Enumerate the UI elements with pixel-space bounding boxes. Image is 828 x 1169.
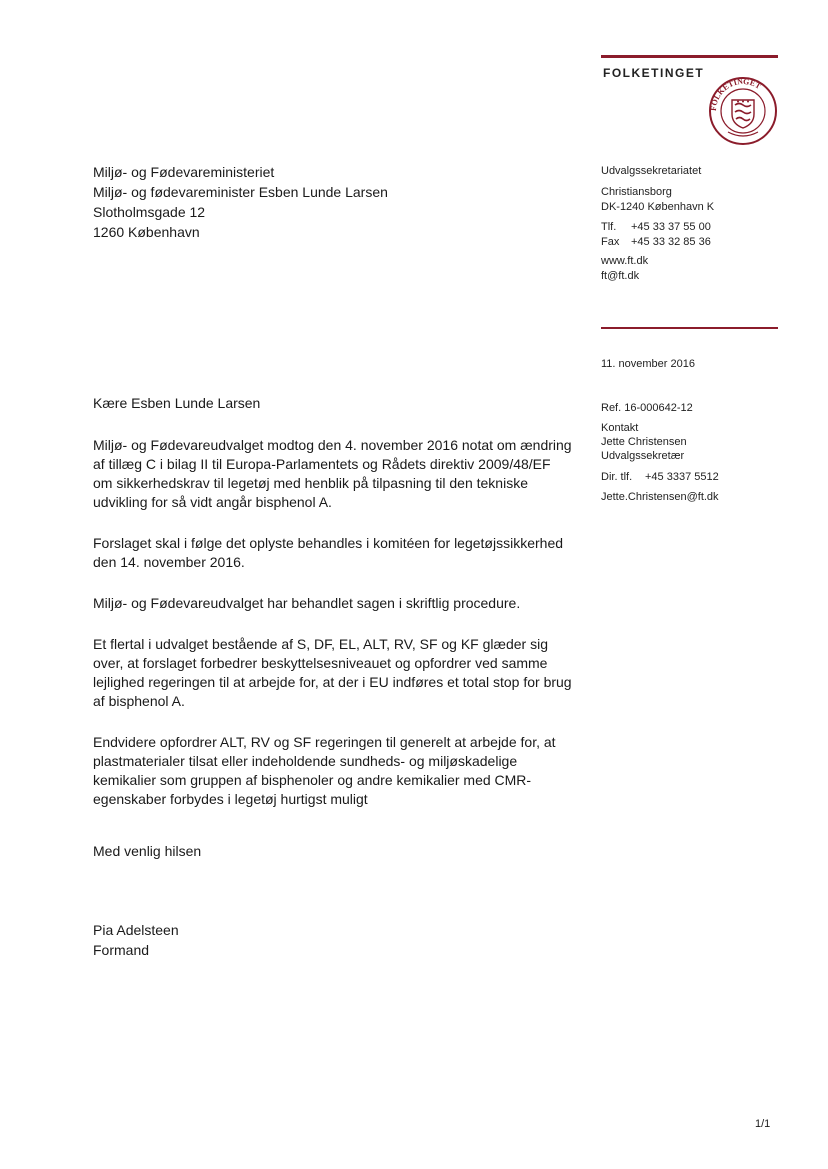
body-paragraph: Et flertal i udvalget bestående af S, DF, EL, ALT, RV, SF og KF glæder sig over, at forslaget forbedrer beskyttelsesniveauet og opfordrer ved samme lejlighed regeringen til at arbejde for, at der i EU indføres et total stop for brug af bisphenol A.	[93, 636, 572, 709]
body-paragraph: Endvidere opfordrer ALT, RV og SF regeringen til generelt at arbejde for, at plastmaterialer tilsat eller indeholdende sundheds- og miljøskadelige kemikalier som gruppen af bisphenoler og andre kemikalier med CMR-egenskaber forbydes i legetøj hurtigst muligt	[93, 734, 556, 807]
signature-block	[93, 920, 179, 960]
direct-phone	[601, 470, 719, 485]
svg-text:FOLKETINGET	[709, 77, 763, 111]
folketinget-seal-icon	[708, 76, 778, 146]
letter-body	[93, 436, 573, 831]
recipient-line: 1260 København	[93, 224, 200, 240]
signer-name: Pia Adelsteen	[93, 922, 179, 938]
header-rule	[601, 55, 778, 58]
phone-number: +45 33 37 55 00	[631, 221, 711, 233]
seal-text: FOLKETINGET	[708, 76, 763, 112]
contact-block	[601, 421, 687, 463]
body-paragraph: Forslaget skal i følge det oplyste behandles i komitéen for legetøjssikkerhed den 14. november 2016.	[93, 535, 564, 570]
brand-name: FOLKETINGET	[603, 66, 705, 80]
greeting: Kære Esben Lunde Larsen	[93, 395, 261, 411]
fax-number: +45 33 32 85 36	[631, 236, 711, 248]
closing: Med venlig hilsen	[93, 843, 202, 859]
letter-date: 11. november 2016	[601, 358, 695, 370]
body-paragraph: Miljø- og Fødevareudvalget modtog den 4. november 2016 notat om ændring af tillæg C i bilag II til Europa-Parlamentets og Rådets direktiv 2009/48/EF om sikkerhedskrav til legetøj med henblik på tilpasning til den tekniske udvikling for så vidt angår bisphenol A.	[93, 437, 572, 510]
recipient-address	[93, 162, 388, 242]
sender-address-line: Christiansborg	[601, 186, 672, 198]
fax-label: Fax	[601, 236, 620, 248]
recipient-line: Slotholmsgade 12	[93, 204, 206, 220]
reference-number: Ref. 16-000642-12	[601, 402, 693, 414]
contact-label: Kontakt	[601, 422, 639, 434]
sender-online	[601, 254, 648, 284]
phone-label: Tlf.	[601, 221, 617, 233]
direct-phone-number: +45 3337 5512	[645, 471, 719, 483]
website-link[interactable]: www.ft.dk	[601, 255, 649, 267]
sender-unit: Udvalgssekretariatet	[601, 165, 702, 177]
sender-contact-numbers	[601, 220, 711, 250]
contact-name: Jette Christensen	[601, 436, 687, 448]
signer-title: Formand	[93, 942, 150, 958]
page-number: 1/1	[755, 1118, 771, 1130]
divider-rule	[601, 327, 778, 329]
contact-title: Udvalgssekretær	[601, 450, 685, 462]
recipient-line: Miljø- og fødevareminister Esben Lunde Larsen	[93, 184, 388, 200]
direct-phone-label: Dir. tlf.	[601, 471, 633, 483]
body-paragraph: Miljø- og Fødevareudvalget har behandlet sagen i skriftlig procedure.	[93, 595, 521, 611]
contact-email-link[interactable]: Jette.Christensen@ft.dk	[601, 491, 719, 503]
email-link[interactable]: ft@ft.dk	[601, 270, 640, 282]
sender-address	[601, 185, 714, 215]
recipient-line: Miljø- og Fødevareministeriet	[93, 164, 275, 180]
sender-address-line: DK-1240 København K	[601, 201, 715, 213]
